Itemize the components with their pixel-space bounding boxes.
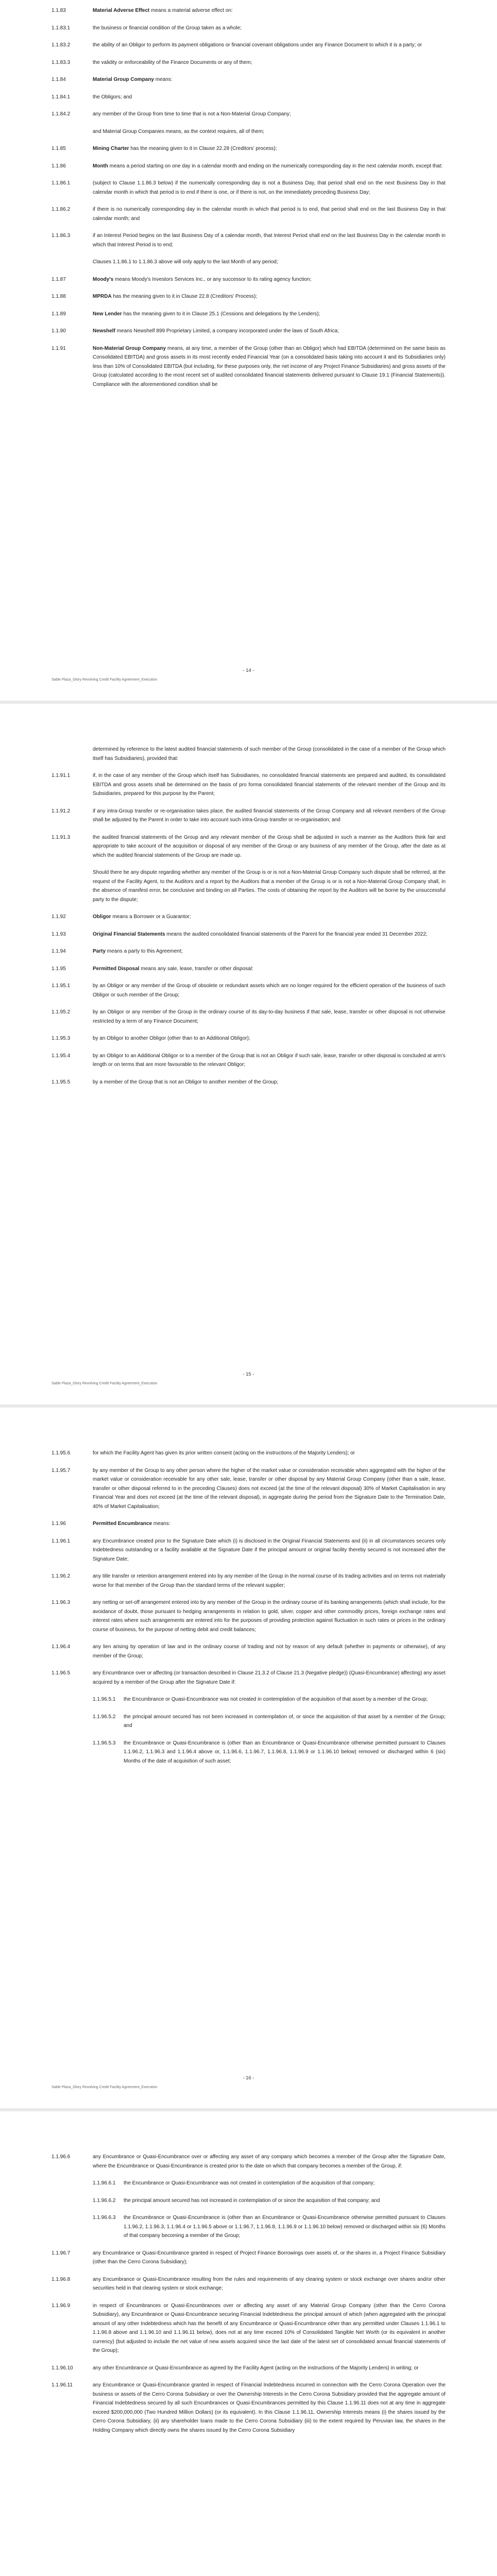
clause-text (93, 1642, 445, 1660)
definition-clause (0, 1078, 497, 1087)
definition-clause (0, 144, 497, 154)
clause-number: 1.1.83 (52, 8, 66, 13)
clause-body: for which the Facility Agent has given its prior written consent (acting on the instructions of the Majority Lenders); or (93, 1450, 355, 1456)
clause-text (93, 1598, 445, 1634)
clause-number: 1.1.96.7 (52, 2250, 71, 2256)
clause-text (124, 2213, 445, 2241)
definition-clause (0, 93, 497, 102)
clause-number: 1.1.89 (52, 311, 66, 317)
clause-text (93, 1537, 445, 1564)
clause-text (124, 2196, 445, 2206)
definition-clause (0, 1669, 497, 1687)
clause-text (93, 24, 445, 33)
definition-clause (0, 41, 497, 50)
clause-body: means a material adverse effect on: (151, 8, 233, 13)
clause-text (124, 2179, 445, 2188)
clause-text (93, 58, 445, 67)
definition-clause (0, 1713, 497, 1731)
clause-number: 1.1.96.6.3 (93, 2215, 116, 2221)
clause-number: 1.1.88 (52, 294, 66, 299)
page-footer: Sable Plaza_Glory Revolving Credit Facility Agreement_Execution (52, 2086, 158, 2089)
clause-text (93, 6, 445, 15)
clause-number: 1.1.96.6.2 (93, 2197, 116, 2204)
clause-number: 1.1.95.3 (52, 1036, 71, 1041)
clause-text (93, 947, 445, 956)
clause-body: the Encumbrance or Quasi-Encumbrance is (other than an Encumbrance or Quasi-Encumbrance otherwise permitted pursuant to Clauses 1.1.96.2, 1.1.96.3, 1.1.96.4 or 1.1.96.5 above or 1.1.96.7, 1.1.96.8, 1.1.96.9 or 1.1.96.10 below) removed or discharged within six (6) Months of that company becoming a member of the Group; (124, 2215, 445, 2239)
defined-term: Permitted Encumbrance (93, 1521, 152, 1527)
definition-clause (0, 127, 497, 137)
clause-body: means: (155, 77, 173, 82)
clause-text (93, 205, 445, 223)
clause-text (93, 275, 445, 284)
clause-text (93, 93, 445, 102)
clause-body: means Moody's Investors Services Inc., or any successor to its rating agency function; (114, 276, 312, 282)
clause-number: 1.1.86.3 (52, 233, 71, 239)
definition-clause (0, 2381, 497, 2435)
defined-term: Month (93, 163, 108, 169)
definition-clause (0, 2249, 497, 2267)
definition-clause (0, 930, 497, 939)
clause-body: any Encumbrance or Quasi-Encumbrance granted in respect of Project Finance Borrowings over assets of, or the shares in, a Project Finance Subsidiary (other than the Cerro Corona Subsidiary); (93, 2250, 445, 2265)
defined-term: Permitted Disposal (93, 965, 140, 972)
clause-text (93, 310, 445, 319)
definition-clause (0, 947, 497, 956)
clause-text (93, 981, 445, 999)
clause-body: any other Encumbrance or Quasi-Encumbrance as agreed by the Facility Agent (acting on the instructions of the Majority Lenders) in writing; or (93, 2365, 419, 2371)
clause-body: if an Interest Period begins on the last Business Day of a calendar month, that Interest Period shall end on the last Business Day in the calendar month in which that Interest Period is to end; (93, 233, 445, 248)
clause-text (93, 807, 445, 825)
clause-body: any Encumbrance or Quasi-Encumbrance granted in respect of Financial Indebtedness incurred in connection with the Cerro Corona Operation over the business or assets of the Cerro Corona Subsidiary or over the Ownership Interests in the Cerro Corona Subsidiary provided that the aggregate amount of Financial Indebtedness secured by all such Encumbrances or Quasi-Encumbrances permitted by this Clause 1.1.96.11 does not at any time in aggregate exceed $200,000,000 (Two Hundred Million Dollars) (or its equivalent). In this Clause 1.1.96.11, Ownership Interests means (i) the shares issued by the Cerro Corona Subsidiary, (ii) any shareholder loans made to the Cerro Corona Subsidiary (iii) to the extent required by Peruvian law, the shares in the Holding Company which directly owns the shares issued by the Cerro Corona Subsidiary (93, 2382, 445, 2433)
clause-number: 1.1.83.3 (52, 59, 71, 65)
definition-clause (0, 981, 497, 999)
clause-number: 1.1.86.1 (52, 180, 71, 186)
definition-clause (0, 1034, 497, 1043)
clause-number: 1.1.96.5.2 (93, 1714, 116, 1720)
clause-body: any netting or set-off arrangement entered into by any member of the Group in the ordinary course of its banking arrangements (which shall include, for the avoidance of doubt, those pursuant to hedging arrangements in relation to gold, silver, copper and other commodity prices, foreign exchange rates and interest rates where such arrangements are entered into for the purposes of providing protection against fluctuation in such rates or prices in the ordinary course of business, for the purpose of netting debit and credit balances; (93, 1600, 445, 1633)
clause-body: means: (153, 1521, 170, 1527)
clause-number: 1.1.93 (52, 931, 66, 937)
clause-body: the Encumbrance or Quasi-Encumbrance was not created in contemplation of the acquisition of that company; (124, 2180, 375, 2186)
definition-clause (0, 1642, 497, 1660)
clause-body: the validity or enforceability of the Finance Documents or any of them; (93, 59, 252, 65)
clause-text (124, 1739, 445, 1766)
clause-body: by any member of the Group to any other person where the higher of the market value or consideration receivable when aggregated with the higher of the market value or consideration receivable for any other sale, lease, transfer or other disposal by any Material Group Company (other than a sale, lease, transfer or other disposal referred to in the preceding Clauses) does not exceed (at the time of the relevant disposal) 30% of Market Capitalisation in any Financial Year and does not exceed (at the time of the relevant disposal), in aggregate during the period from the Signature Date to the Termination Date, 40% of Market Capitalisation; (93, 1467, 445, 1510)
definition-clause (0, 24, 497, 33)
clause-number: 1.1.96.3 (52, 1600, 71, 1605)
definition-clause (0, 1466, 497, 1512)
clause-text (93, 868, 445, 904)
clause-number: 1.1.83.2 (52, 42, 71, 48)
definition-clause (0, 1449, 497, 1458)
definition-clause (0, 162, 497, 171)
clause-text (93, 1466, 445, 1512)
clause-number: 1.1.83.1 (52, 25, 71, 31)
clause-text (93, 127, 445, 137)
clause-text (93, 833, 445, 860)
clause-body: any title transfer or retention arrangement entered into by any member of the Group in the normal course of its trading activities and on terms not materially worse for that member of the Group than the standard terms of the relevant supplier; (93, 1573, 445, 1588)
definition-clause (0, 912, 497, 922)
clause-body: means a Borrower or a Guarantor; (112, 914, 191, 920)
definition-clause (0, 1598, 497, 1634)
definition-clause (0, 964, 497, 974)
defined-term: MPRDA (93, 294, 112, 299)
clause-body: if any intra-Group transfer or re-organisation takes place, the audited financial statements of the Group Company and all relevant members of the Group shall be adjusted by the Parent in order to take into account such intra-Group transfer or re-organisation; and (93, 808, 445, 823)
clause-body: the business or financial condition of the Group taken as a whole; (93, 25, 242, 31)
clause-number: 1.1.94 (52, 948, 66, 954)
definition-clause (0, 292, 497, 301)
clause-text (93, 1669, 445, 1687)
definition-clause (0, 344, 497, 389)
definition-clause (0, 1008, 497, 1026)
defined-term: Newshelf (93, 328, 115, 334)
clause-text (93, 75, 445, 84)
defined-term: Mining Charter (93, 146, 129, 151)
defined-term: Original Financial Statements (93, 931, 165, 937)
document-page (0, 1408, 497, 2108)
clause-body: (subject to Clause 1.1.86.3 below) if the numerically corresponding day is not a Business Day, that period shall end on the next Business Day in that calendar month in which that period is to end if there is one, or if there is not, on the immediately preceding Business Day; (93, 180, 445, 195)
clause-number: 1.1.84 (52, 77, 66, 82)
page-footer: Sable Plaza_Glory Revolving Credit Facility Agreement_Execution (52, 678, 158, 682)
clause-text (93, 2249, 445, 2267)
clause-body: if, in the case of any member of the Group which itself has Subsidiaries, no consolidated financial statements are prepared and audited, its consolidated EBITDA and gross assets shall be determined on the basis of pro forma consolidated financial statements of the relevant member of the Group and its Subsidiaries, prepared for this purpose by the Parent; (93, 773, 445, 796)
clause-number: 1.1.96.9 (52, 2302, 71, 2309)
clause-number: 1.1.85 (52, 146, 66, 151)
clause-number: 1.1.92 (52, 914, 66, 920)
clause-number: 1.1.96.8 (52, 2276, 71, 2282)
clause-body: the Encumbrance or Quasi-Encumbrance is (other than an Encumbrance or Quasi-Encumbrance otherwise permitted pursuant to Clauses 1.1.96.2, 1.1.96.3 and 1.1.96.4 above or, 1.1.96.6, 1.1.96.7, 1.1.96.8, 1.1.96.9 or 1.1.96.10 below) removed or discharged within 6 (six) Months of the date of acquisition of such asset; (124, 1740, 445, 1764)
clause-text (93, 1034, 445, 1043)
clause-number: 1.1.91.2 (52, 808, 71, 814)
definition-clause (0, 179, 497, 197)
clause-text (93, 144, 445, 154)
clause-body: the audited financial statements of the Group and any relevant member of the Group shall be adjusted in such a manner as the Auditors think fair and appropriate to take account of the acquisition or disposal of any member of the Group or any business of any member of the Group, after the date as at which the audited financial statements of the Group are made up. (93, 834, 445, 858)
clause-number: 1.1.95.2 (52, 1009, 71, 1015)
clause-body: the principal amount secured has not increased in contemplation of or since the acquisition of that company; and (124, 2197, 380, 2204)
clause-body: the Obligors; and (93, 94, 132, 100)
page-footer: Sable Plaza_Glory Revolving Credit Facility Agreement_Execution (52, 1382, 158, 1385)
document-page (0, 704, 497, 1404)
clause-body: by an Obligor to an Additional Obligor or to a member of the Group that is not an Obligor if such sale, lease, transfer or other disposal is concluded at arm's length or on terms that are more favourable to the relevant Obligor; (93, 1053, 445, 1067)
clause-body: has the meaning given to it in Clause 22.28 (Creditors' process); (130, 146, 277, 151)
clause-text (93, 1008, 445, 1026)
definition-clause (0, 1572, 497, 1590)
clause-body: means, at any time, a member of the Group (other than an Obligor) which had EBITDA (determined on the same basis as Consolidated EBITDA) and gross assets in its most recently ended Financial Year (on a consolidated basis taking into account it and its Subsidiaries only) less than 10% of Consolidated EBITDA (but including, for these purposes only, the net income of any Project Finance Subsidiaries) and gross assets of the Group (calculated according to the most recent set of audited consolidated financial statements delivered pursuant to Clause 19.1 (Financial Statements)). Compliance with the aforementioned condition shall be (93, 345, 445, 387)
clause-text (93, 1052, 445, 1070)
page-number: - 16 - (243, 2075, 254, 2081)
clause-number: 1.1.96.10 (52, 2365, 73, 2371)
clause-number: 1.1.96.6.1 (93, 2180, 116, 2186)
clause-number: 1.1.91 (52, 345, 66, 351)
clause-text (93, 344, 445, 389)
clause-body: Should there be any dispute regarding whether any member of the Group is or is not a Non-Material Group Company such dispute shall be referred, at the request of the Facility Agent, to the Auditors and a report by the Auditors that a member of the Group is or is not a Non-Material Group Company shall, in the absence of manifest error, be conclusive and binding on all Parties. The costs of obtaining the report by the Auditors will be borne by the unsuccessful party to the dispute; (93, 870, 445, 903)
document-page (0, 0, 497, 701)
clause-number: 1.1.84.1 (52, 94, 71, 100)
clause-body: means a period starting on one day in a calendar month and ending on the numerically corresponding day in the next calendar month, except that: (109, 163, 443, 169)
clause-number: 1.1.96 (52, 1521, 66, 1527)
clause-text (93, 745, 445, 763)
definition-clause (0, 1739, 497, 1766)
clause-body: by an Obligor or any member of the Group of obsolete or redundant assets which are no longer required for the efficient operation of the business of such Obligor or such member of the Group; (93, 983, 445, 998)
definition-clause (0, 2196, 497, 2206)
clause-number: 1.1.91.3 (52, 834, 71, 840)
page-content (0, 745, 497, 1095)
clause-text (93, 162, 445, 171)
definition-clause (0, 1695, 497, 1704)
clause-body: Clauses 1.1.86.1 to 1.1.86.3 above will only apply to the last Month of any period; (93, 259, 278, 265)
definition-clause (0, 745, 497, 763)
document-page (0, 2111, 497, 2576)
clause-number: 1.1.84.2 (52, 111, 71, 117)
clause-body: means Newshelf 899 Proprietary Limited, a company incorporated under the laws of South Africa; (116, 328, 339, 334)
defined-term: Moody's (93, 276, 114, 282)
clause-text (93, 179, 445, 197)
definition-clause (0, 2153, 497, 2171)
clause-number: 1.1.96.5 (52, 1670, 71, 1676)
definition-clause (0, 2213, 497, 2241)
clause-text (93, 292, 445, 301)
definition-clause (0, 868, 497, 904)
clause-number: 1.1.95.6 (52, 1450, 71, 1456)
definition-clause (0, 205, 497, 223)
clause-body: any Encumbrance created prior to the Signature Date which (i) is disclosed in the Original Financial Statements and (ii) in all circumstances secures only Indebtedness outstanding or a facility available at the Signature Date if the principal amount or original facility thereby secured is not increased after the Signature Date; (93, 1538, 445, 1562)
clause-body: by an Obligor to another Obligor (other than to an Additional Obligor); (93, 1036, 250, 1041)
clause-text (93, 327, 445, 336)
defined-term: Material Adverse Effect (93, 8, 150, 13)
defined-term: Material Group Company (93, 77, 154, 82)
clause-text (93, 231, 445, 249)
definition-clause (0, 310, 497, 319)
clause-number: 1.1.95.7 (52, 1467, 71, 1473)
clause-text (93, 2153, 445, 2171)
clause-text (93, 1078, 445, 1087)
definition-clause (0, 231, 497, 249)
clause-number: 1.1.90 (52, 328, 66, 334)
definition-clause (0, 833, 497, 860)
definition-clause (0, 1052, 497, 1070)
definition-clause (0, 6, 497, 15)
clause-number: 1.1.95.4 (52, 1053, 71, 1059)
clause-number: 1.1.95.5 (52, 1079, 71, 1085)
clause-text (93, 2301, 445, 2355)
clause-number: 1.1.96.2 (52, 1573, 71, 1579)
clause-body: if there is no numerically corresponding day in the calendar month in which that period is to end, that period shall end on the last Business Day in that calendar month; and (93, 207, 445, 222)
clause-body: the Encumbrance or Quasi-Encumbrance was not created in contemplation of the acquisition of that asset by a member of the Group; (124, 1697, 428, 1702)
definition-clause (0, 275, 497, 284)
clause-number: 1.1.86.2 (52, 207, 71, 212)
clause-text (93, 258, 445, 267)
clause-number: 1.1.96.5.3 (93, 1740, 116, 1746)
clause-text (93, 110, 445, 119)
clause-body: and Material Group Companies means, as the context requires, all of them; (93, 128, 264, 134)
definition-clause (0, 258, 497, 267)
definition-clause (0, 807, 497, 825)
definition-clause (0, 2364, 497, 2373)
definition-clause (0, 110, 497, 119)
definition-clause (0, 58, 497, 67)
clause-number: 1.1.96.11 (52, 2382, 73, 2388)
definition-clause (0, 75, 497, 84)
clause-text (93, 964, 445, 974)
clause-text (93, 1519, 445, 1529)
clause-body: any member of the Group from time to time that is not a Non-Material Group Company; (93, 111, 291, 117)
clause-body: by a member of the Group that is not an Obligor to another member of the Group; (93, 1079, 279, 1085)
clause-number: 1.1.91.1 (52, 773, 71, 778)
clause-text (124, 1713, 445, 1731)
clause-body: any Encumbrance or Quasi-Encumbrance resulting from the rules and requirements of any clearing system or stock exchange over shares and/or other securities held in that clearing system or stock exchange; (93, 2276, 445, 2291)
clause-text (93, 912, 445, 922)
clause-body: the ability of an Obligor to perform its payment obligations or financial covenant obligations under any Finance Document to which it is a party; or (93, 42, 422, 48)
page-number: - 14 - (243, 668, 254, 673)
definition-clause (0, 1519, 497, 1529)
definition-clause (0, 1537, 497, 1564)
clause-text (93, 2364, 445, 2373)
clause-text (93, 1572, 445, 1590)
clause-text (93, 2275, 445, 2293)
clause-number: 1.1.96.5.1 (93, 1697, 116, 1702)
clause-body: in respect of Encumbrances or Quasi-Encumbrances over or affecting any asset of any Material Group Company (other than the Cerro Corona Subsidiary), any Encumbrance or Quasi-Encumbrance securing Financial Indebtedness the principal amount of which (when aggregated with the principal amount of any other Indebtedness which has the benefit of any Encumbrance or Quasi-Encumbrance other than any permitted under Clauses 1.1.96.1 to 1.1.96.8 above and 1.1.96.10 and 1.1.96.11 below), does not at any time exceed 10% of Consolidated Tangible Net Worth (or its equivalent in another currency) (but adjusted to include the net value of new assets acquired since the last date of the latest set of consolidated annual financial statements of the Group); (93, 2302, 445, 2353)
clause-text (93, 930, 445, 939)
clause-body: by an Obligor or any member of the Group in the ordinary course of its day-to-day business if that sale, lease, transfer or other disposal is not otherwise restricted by a term of any Finance Document; (93, 1009, 445, 1024)
clause-text (93, 2381, 445, 2435)
definition-clause (0, 2301, 497, 2355)
defined-term: Party (93, 948, 106, 954)
page-content (0, 6, 497, 397)
defined-term: Non-Material Group Company (93, 345, 166, 351)
clause-body: the principal amount secured has not been increased in contemplation of, or since the acquisition of that asset by a member of the Group; and (124, 1714, 445, 1728)
clause-number: 1.1.96.1 (52, 1538, 71, 1544)
page-number: - 15 - (243, 1371, 254, 1377)
definition-clause (0, 771, 497, 799)
page-content (0, 1449, 497, 1774)
definition-clause (0, 327, 497, 336)
clause-text (93, 771, 445, 799)
clause-number: 1.1.95.1 (52, 983, 71, 989)
definition-clause (0, 2179, 497, 2188)
clause-body: means any sale, lease, transfer or other disposal: (141, 965, 253, 972)
defined-term: New Lender (93, 311, 122, 317)
clause-body: any Encumbrance over or affecting (or transaction described in Clause 21.3.2 of Clause 21.3 (Negative pledge)) (Quasi-Encumbrance) affecting) any asset acquired by a member of the Group after the Signature Date if: (93, 1670, 445, 1685)
clause-body: has the meaning given to it in Clause 22.8 (Creditors' Process); (113, 294, 258, 299)
defined-term: Obligor (93, 914, 111, 920)
clause-number: 1.1.95 (52, 965, 66, 972)
clause-body: means the audited consolidated financial statements of the Parent for the financial year ended 31 December 2022; (166, 931, 427, 937)
definition-clause (0, 2275, 497, 2293)
clause-text (124, 1695, 445, 1704)
clause-number: 1.1.96.4 (52, 1644, 71, 1650)
clause-body: any Encumbrance or Quasi-Encumbrance over or affecting any asset of any company which becomes a member of the Group after the Signature Date, where the Encumbrance or Quasi-Encumbrance is created prior to the date on which that company becomes a member of the Group, if: (93, 2154, 445, 2169)
page-content (0, 2153, 497, 2443)
clause-text (93, 1449, 445, 1458)
clause-number: 1.1.96.6 (52, 2154, 71, 2160)
clause-body: any lien arising by operation of law and in the ordinary course of trading and not by reason of any default (whether in payments or otherwise), of any member of the Group; (93, 1644, 445, 1659)
clause-number: 1.1.86 (52, 163, 66, 169)
clause-body: determined by reference to the latest audited financial statements of such member of the Group (consolidated in the case of a member of the Group which itself has Subsidiaries), provided that: (93, 747, 445, 761)
clause-text (93, 41, 445, 50)
clause-body: has the meaning given to it in Clause 25.1 (Cessions and delegations by the Lenders); (123, 311, 320, 317)
clause-body: means a party to this Agreement; (107, 948, 183, 954)
clause-number: 1.1.87 (52, 276, 66, 282)
